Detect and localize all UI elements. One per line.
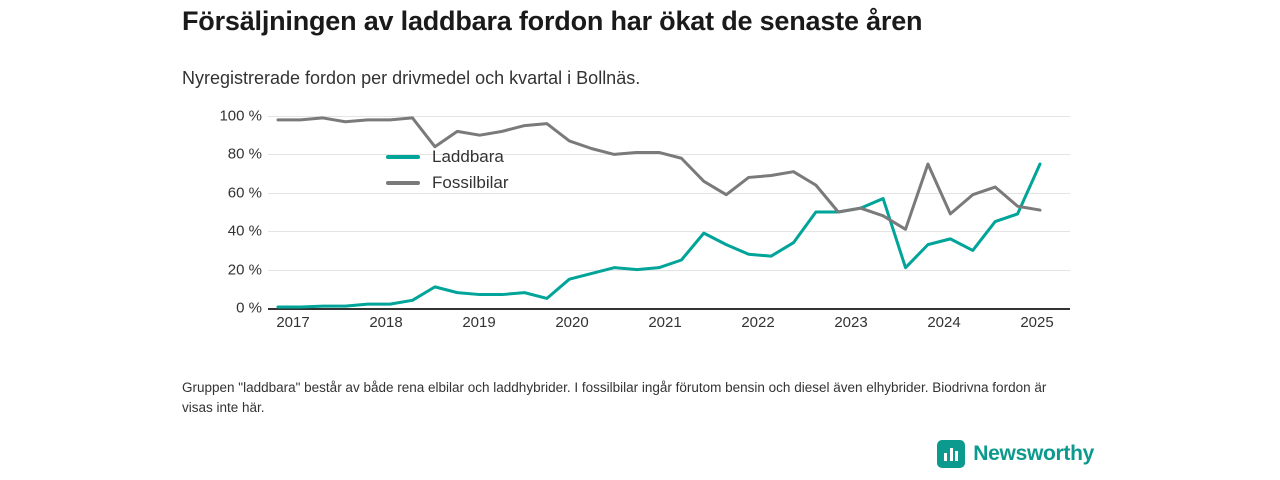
legend <box>386 144 606 196</box>
legend-label: Fossilbilar <box>432 173 509 192</box>
y-tick-label: 20 % <box>227 261 262 279</box>
y-tick-label: 0 % <box>236 299 262 317</box>
legend-label: Laddbara <box>432 147 504 166</box>
chart-subtitle: Nyregistrerade fordon per drivmedel och kvartal i Bollnäs. <box>182 68 641 88</box>
y-tick-label: 40 % <box>227 222 262 240</box>
brand-name: Newsworthy <box>973 442 1094 465</box>
chart-container <box>182 108 1082 338</box>
x-tick-label: 2023 <box>834 314 868 331</box>
x-tick-label: 2021 <box>648 314 682 331</box>
x-tick-label: 2025 <box>1020 314 1054 331</box>
x-tick-label: 2022 <box>741 314 775 331</box>
x-tick-label: 2018 <box>369 314 403 331</box>
plot-area <box>268 116 1070 308</box>
brand-logo <box>937 440 1094 468</box>
y-tick-label: 100 % <box>219 107 262 125</box>
bar-chart-icon <box>937 440 965 468</box>
y-tick-label: 60 % <box>227 184 262 202</box>
y-axis <box>182 107 262 317</box>
y-tick-label: 80 % <box>227 145 262 163</box>
x-tick-label: 2019 <box>462 314 496 331</box>
x-tick-label: 2020 <box>555 314 589 331</box>
legend-item-laddbara <box>386 144 606 170</box>
x-axis <box>268 314 1070 338</box>
page-title: Försäljningen av laddbara fordon har ökat de senaste åren <box>182 6 923 36</box>
legend-item-fossilbilar <box>386 170 606 196</box>
footnote: Gruppen "laddbara" består av både rena elbilar och laddhybrider. I fossilbilar ingår förutom bensin och diesel även elhybrider. Biodrivna fordon är visas inte här. <box>182 380 1047 415</box>
legend-swatch-icon <box>386 181 420 185</box>
x-tick-label: 2024 <box>927 314 961 331</box>
legend-swatch-icon <box>386 155 420 159</box>
x-tick-label: 2017 <box>276 314 310 331</box>
